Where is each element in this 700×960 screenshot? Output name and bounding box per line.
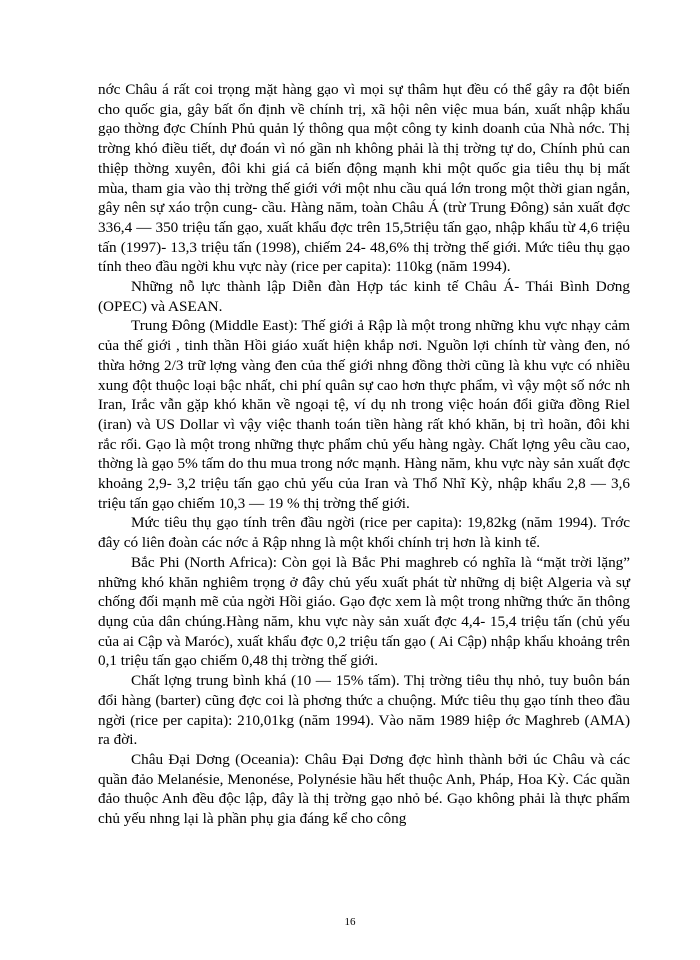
paragraph-opec-asean: Những nỗ lực thành lập Diễn đàn Hợp tác kinh tế Châu Á- Thái Bình Dơng (OPEC) và ASEAN. [98,278,630,315]
paragraph-north-africa-quality: Chất lợng trung bình khá (10 — 15% tấm). Thị trờng tiêu thụ nhỏ, tuy buôn bán đổi hàng (barter) cũng đợc coi là phơng thức a chuộng. Mức tiêu thụ gạo tính theo đầu ngời (rice per capita): 210,01kg (năm 1994). Vào năm 1989 hiệp ớc Maghreb (AMA) ra đời. [98,672,630,749]
paragraph-north-africa: Bắc Phi (North Africa): Còn gọi là Bắc Phi maghreb có nghĩa là “mặt trời lặng” những khó khăn nghiêm trọng ở đây chủ yếu xuất phát từ những dị biệt Algeria và sự chống đối mạnh mẽ của ngời Hồi giáo. Gạo đợc xem là một trong những thức ăn thông dụng của dân chúng.Hàng năm, khu vực này sản xuất đợc 4,4- 15,4 triệu tấn (chủ yếu của ai Cập và Maróc), xuất khẩu đợc 0,2 triệu tấn gạo ( Ai Cập) nhập khẩu khoảng trên 0,1 triệu tấn gạo chiếm 0,48 thị trờng thế giới. [98,553,630,670]
paragraph-oceania: Châu Đại Dơng (Oceania): Châu Đại Dơng đợc hình thành bởi úc Châu và các quần đảo Melanésie, Menonése, Polynésie hầu hết thuộc Anh, Pháp, Hoa Kỳ. Các quần đảo thuộc Anh đều độc lập, đây là thị trờng gạo nhỏ bé. Gạo không phải là thực phẩm chủ yếu nhng lại là phần phụ gia đáng kể cho công [98,750,630,828]
paragraph-middle-east-consumption: Mức tiêu thụ gạo tính trên đầu ngời (rice per capita): 19,82kg (năm 1994). Trớc đây có liên đoàn các nớc ả Rập nhng là một khối chính trị hơn là kinh tế. [98,514,630,552]
document-body [98,80,630,829]
page-number: 16 [344,916,356,928]
paragraph-middle-east: Trung Đông (Middle East): Thế giới ả Rập là một trong những khu vực nhạy cảm của thế giới , tinh thần Hồi giáo xuất hiện khắp nơi. Nguồn lợi chính từ vàng đen, nó thừa hởng 2/3 trữ lợng vàng đen của thế giới nhng đồng thời cũng là khu vực có nhiều xung đột thuộc loại bậc nhất, chi phí quân sự cao hơn thực phẩm, vì vậy một số nớc nh Iran, Irắc vẫn gặp khó khăn về ngoại tệ, ví dụ nh trong việc hoán đổi giữa đồng Riel (iran) và US Dollar vì vậy việc thanh toán tiền hàng rất khó khăn, bị trì hoãn, đôi khi rắc rối. Gạo là một trong những thực phẩm chủ yếu hàng ngày. Chất lợng yêu cầu cao, thờng là gạo 5% tấm do thu mua trong nớc mạnh. Hàng năm, khu vực này sản xuất đợc khoảng 2,9- 3,2 triệu tấn gạo chủ yếu của Iran và Thổ Nhĩ Kỳ, nhập khẩu 2,8 — 3,6 triệu tấn gạo chiếm 10,3 — 19 % thị trờng thế giới. [98,317,630,512]
paragraph-asia-rice-market: nớc Châu á rất coi trọng mặt hàng gạo vì mọi sự thâm hụt đều có thể gây ra đột biến cho quốc gia, gây bất ổn định về chính trị, xã hội nên việc mua bán, xuất nhập khẩu gạo thờng đợc Chính Phủ quản lý thông qua một công ty kinh doanh của Nhà nớc. Thị trờng khó điều tiết, dự đoán vì nó gần nh không phải là thị trờng tự do, Chính phủ can thiệp thờng xuyên, đôi khi giá cả biến động mạnh khi một quốc gia tiêu thụ bị mất mùa, tham gia vào thị trờng thế giới với một nhu cầu quá lớn trong một thời gian ngắn, gây nên sự xáo trộn cung- cầu. Hàng năm, toàn Châu Á (trừ Trung Đông) sản xuất đợc 336,4 — 350 triệu tấn gạo, xuất khẩu đợc trên 15,5triệu tấn gạo, nhập khẩu từ 4,6 triệu tấn (1997)- 13,3 triệu tấn (1998), chiếm 24- 48,6% thị trờng thế giới. Mức tiêu thụ gạo tính theo đầu ngời khu vực này (rice per capita): 110kg (năm 1994). [98,81,630,276]
